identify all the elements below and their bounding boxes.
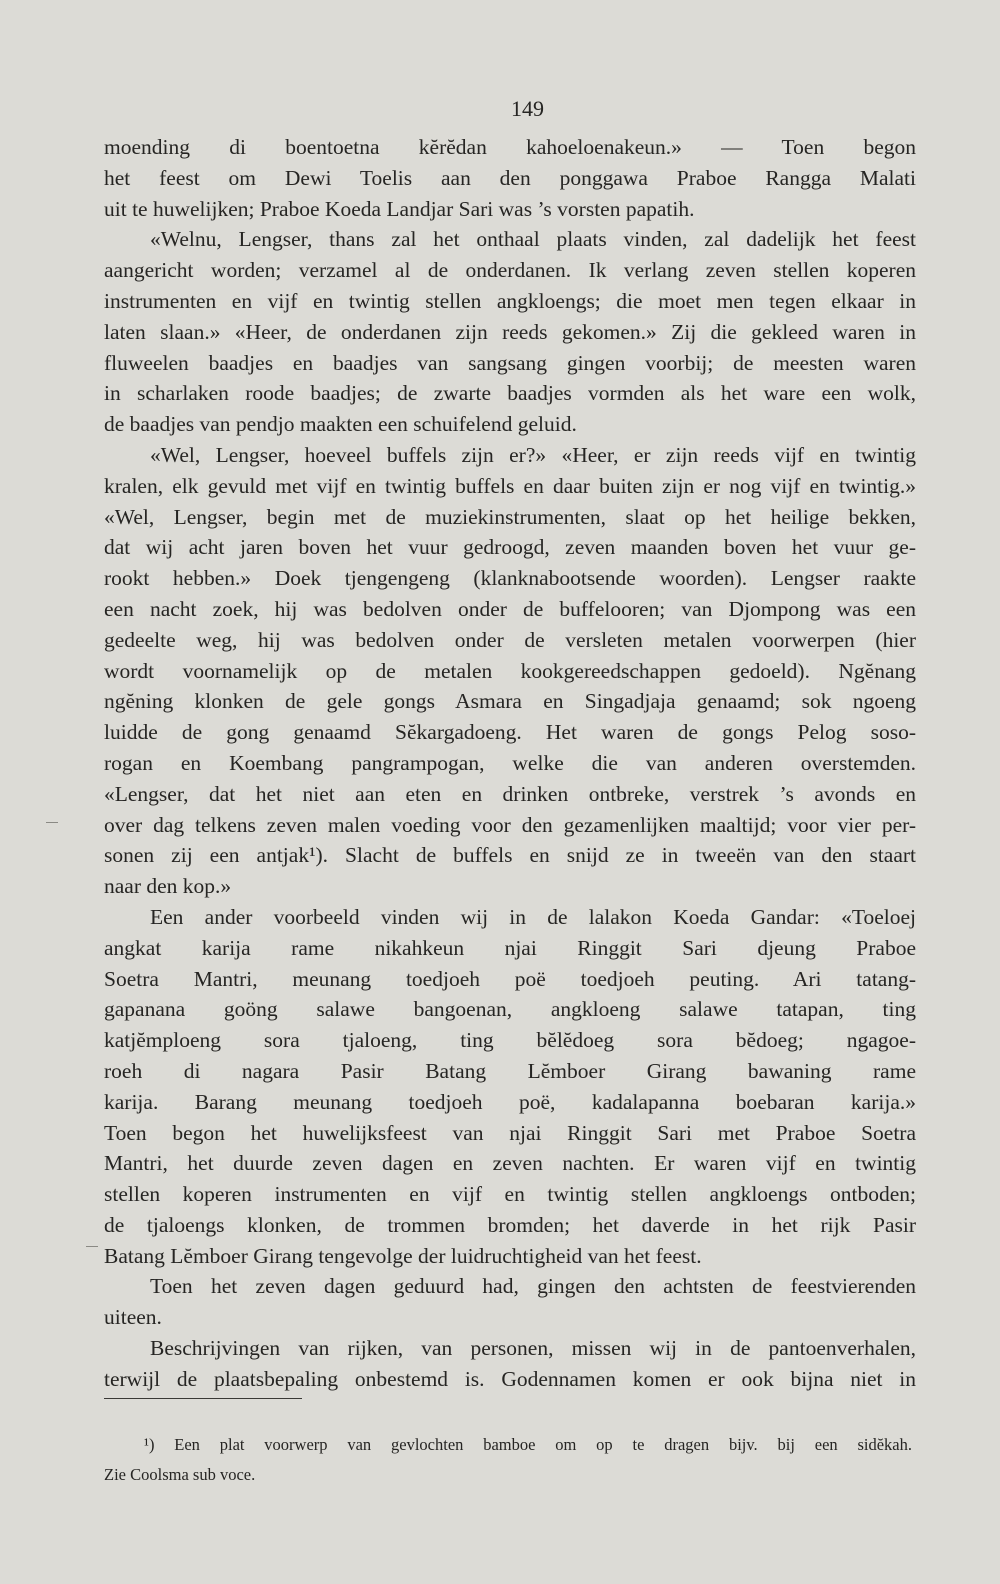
page-number: 149 (511, 96, 544, 121)
text-line: gedeelte weg, hij was bedolven onder de versleten metalen voorwerpen (hier (104, 627, 916, 652)
text-line: wordt voornamelijk op de metalen kookgereedschappen gedoeld). Ngĕnang (104, 658, 916, 683)
footnote-line: Zie Coolsma sub voce. (104, 1465, 256, 1484)
text-line: dat wij acht jaren boven het vuur gedroogd, zeven maanden boven het vuur ge- (104, 535, 916, 560)
footnote (104, 1430, 912, 1490)
text-line: naar den kop.» (104, 874, 232, 899)
text-line: Een ander voorbeeld vinden wij in de lalakon Koeda Gandar: «Toeloej (150, 904, 916, 929)
main-text (104, 132, 916, 1395)
text-line: de baadjes van pendjo maakten een schuifelend geluid. (104, 412, 577, 437)
text-line: de tjaloengs klonken, de trommen bromden; het daverde in het rijk Pasir (104, 1212, 916, 1237)
footnote-line: ¹) Een plat voorwerp van gevlochten bamboe om op te dragen bijv. bij een sidĕkah. (144, 1435, 912, 1454)
text-line: een nacht zoek, hij was bedolven onder de buffelooren; van Djompong was een (104, 596, 916, 621)
text-line: Batang Lĕmboer Girang tengevolge der luidruchtigheid van het feest. (104, 1243, 702, 1268)
text-line: instrumenten en vijf en twintig stellen angkloengs; die moet men tegen elkaar in (104, 288, 916, 313)
text-line: rookt hebben.» Doek tjengengeng (klanknabootsende woorden). Lengser raakte (104, 566, 916, 591)
text-line: aangericht worden; verzamel al de onderdanen. Ik verlang zeven stellen koperen (104, 258, 916, 283)
text-line: «Wel, Lengser, hoeveel buffels zijn er?» «Heer, er zijn reeds vijf en twintig (150, 442, 916, 467)
text-line: «Lengser, dat het niet aan eten en drinken ontbreke, verstrek ’s avonds en (104, 781, 916, 806)
text-line: het feest om Dewi Toelis aan den ponggawa Praboe Rangga Malati (104, 165, 916, 190)
text-line: uiteen. (104, 1305, 162, 1330)
text-line: Toen het zeven dagen geduurd had, gingen den achtsten de feestvierenden (150, 1274, 916, 1299)
text-line: ngĕning klonken de gele gongs Asmara en Singadjaja genaamd; sok ngoeng (104, 689, 916, 714)
text-line: karija. Barang meunang toedjoeh poë, kadalapanna boebaran karija.» (104, 1089, 916, 1114)
text-line: terwijl de plaatsbepaling onbestemd is. Godennamen komen er ook bijna niet in (104, 1366, 916, 1391)
text-line: moending di boentoetna kĕrĕdan kahoeloenakeun.» — Toen begon (104, 135, 916, 159)
text-line: katjĕmploeng sora tjaloeng, ting bĕlĕdoeg sora bĕdoeg; ngagoe- (104, 1028, 916, 1053)
text-line: kralen, elk gevuld met vijf en twintig buffels en daar buiten zijn er nog vijf en twintig.» (104, 473, 916, 498)
text-line: laten slaan.» «Heer, de onderdanen zijn reeds gekomen.» Zij die gekleed waren in (104, 319, 916, 344)
text-line: in scharlaken roode baadjes; de zwarte baadjes vormden als het ware een wolk, (104, 381, 916, 406)
text-line: roeh di nagara Pasir Batang Lĕmboer Girang bawaning rame (104, 1058, 916, 1083)
footnote-separator (104, 1398, 302, 1399)
text-line: «Welnu, Lengser, thans zal het onthaal plaats vinden, zal dadelijk het feest (150, 227, 916, 252)
text-line: stellen koperen instrumenten en vijf en twintig stellen angkloengs ontboden; (104, 1182, 916, 1207)
text-line: fluweelen baadjes en baadjes van sangsang gingen voorbij; de meesten waren (104, 350, 916, 375)
text-line: Soetra Mantri, meunang toedjoeh poë toedjoeh peuting. Ari tatang- (104, 966, 916, 991)
margin-mark (46, 822, 58, 823)
text-line: Beschrijvingen van rijken, van personen, missen wij in de pantoenverhalen, (150, 1336, 916, 1361)
text-line: over dag telkens zeven malen voeding voor den gezamenlijken maaltijd; voor vier per- (104, 812, 916, 837)
margin-mark (86, 1246, 98, 1247)
text-line: Toen begon het huwelijksfeest van njai Ringgit Sari met Praboe Soetra (104, 1120, 916, 1145)
text-line: sonen zij een antjak¹). Slacht de buffels en snijd ze in tweeën van den staart (104, 843, 916, 868)
text-line: rogan en Koembang pangrampogan, welke die van anderen overstemden. (104, 750, 916, 775)
text-line: uit te huwelijken; Praboe Koeda Landjar Sari was ’s vorsten papatih. (104, 196, 695, 221)
text-line: luidde de gong genaamd Sĕkargadoeng. Het waren de gongs Pelog soso- (104, 720, 916, 745)
text-line: «Wel, Lengser, begin met de muziekinstrumenten, slaat op het heilige bekken, (104, 504, 916, 529)
text-line: angkat karija rame nikahkeun njai Ringgit Sari djeung Praboe (104, 935, 916, 960)
text-line: Mantri, het duurde zeven dagen en zeven nachten. Er waren vijf en twintig (104, 1151, 916, 1176)
text-line: gapanana goöng salawe bangoenan, angkloeng salawe tatapan, ting (104, 997, 916, 1022)
